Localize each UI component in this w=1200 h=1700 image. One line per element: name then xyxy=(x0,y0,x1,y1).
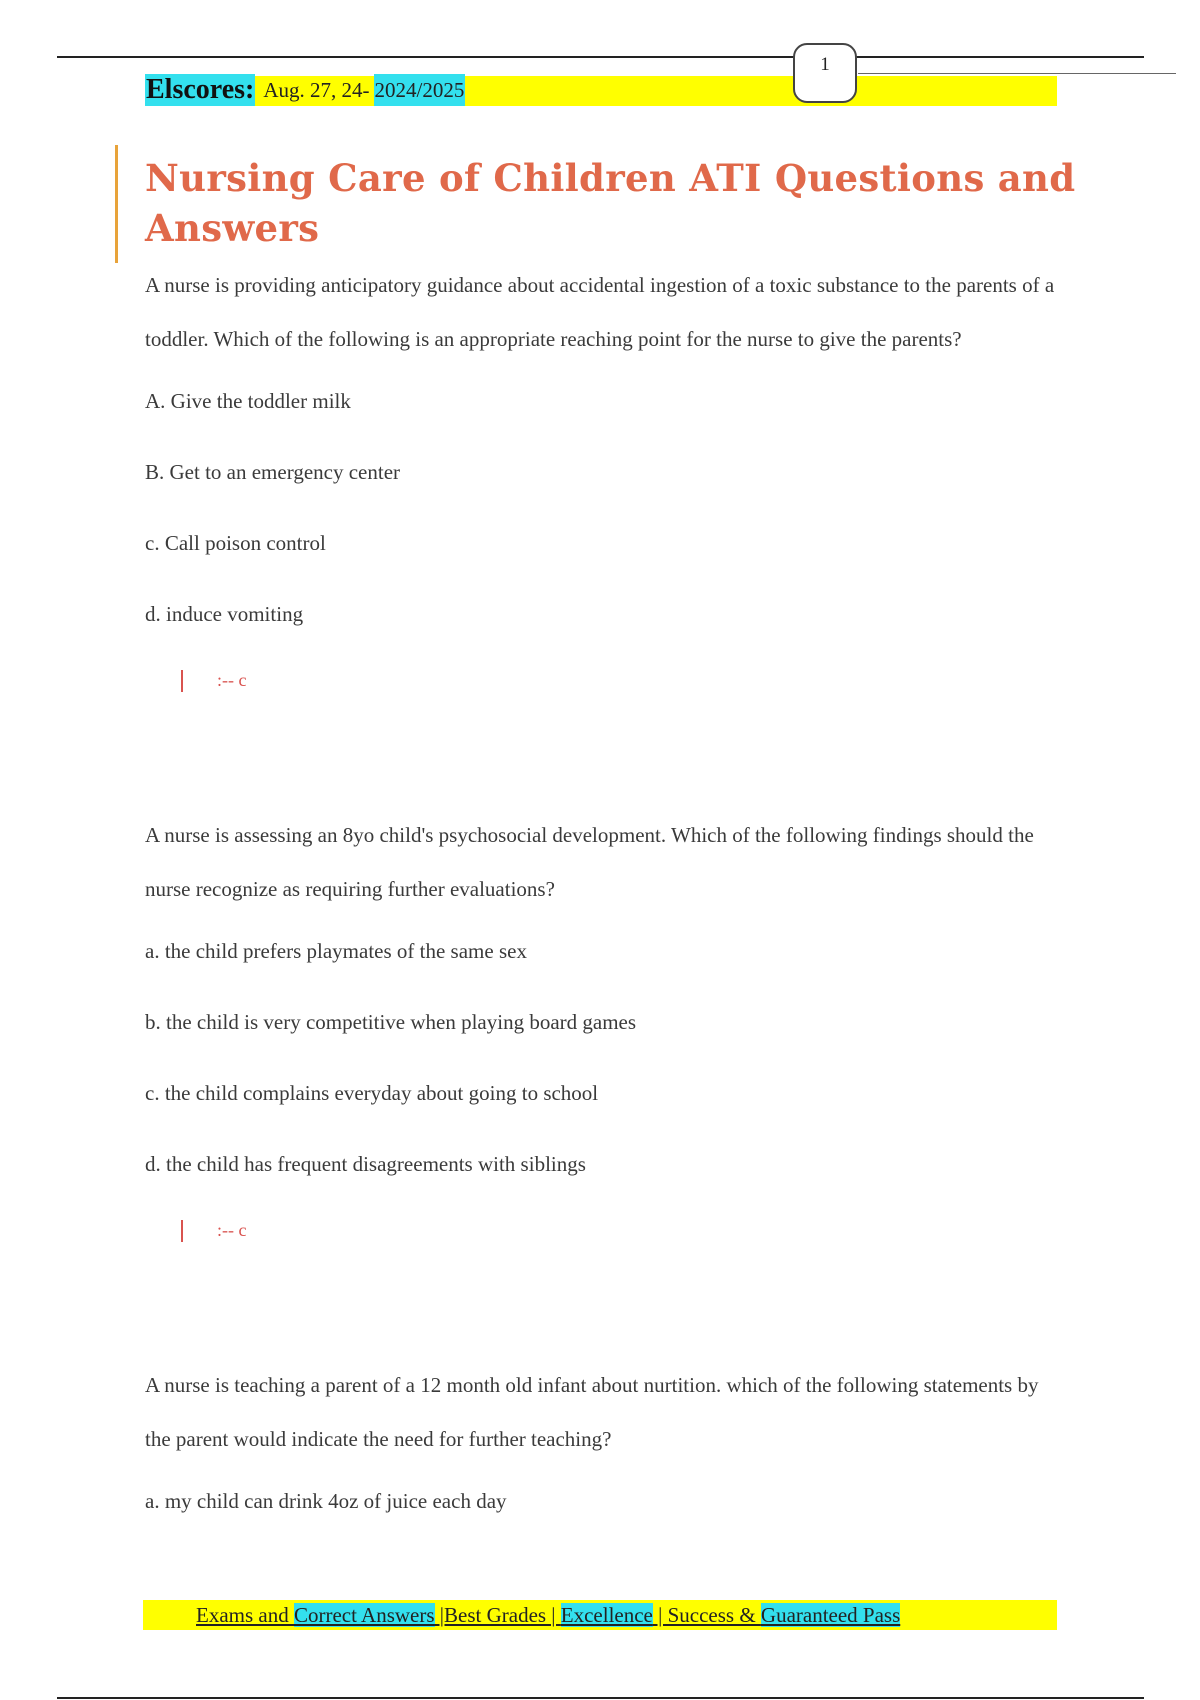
spacer xyxy=(145,1260,1065,1358)
answer-option: a. my child can drink 4oz of juice each day xyxy=(145,1489,507,1513)
answer-option: d. induce vomiting xyxy=(145,602,304,626)
bottom-rule xyxy=(57,1697,1144,1699)
answer-option: B. Get to an emergency center xyxy=(145,460,401,484)
header-year: 2024/2025 xyxy=(374,74,466,106)
footer-text-part: Correct Answers xyxy=(293,1603,435,1627)
answer-option: c. the child complains everyday about going to school xyxy=(145,1081,599,1105)
question-stem: A nurse is assessing an 8yo child's psychosocial development. Which of the following findings should the nurse recognize as requiring further evaluations? xyxy=(145,823,1034,901)
answer-option: a. the child prefers playmates of the same sex xyxy=(145,939,527,963)
footer-text-part: Guaranteed Pass xyxy=(760,1603,901,1627)
answer-marker xyxy=(181,670,183,692)
title-accent-bar xyxy=(115,145,118,263)
document-body xyxy=(145,258,1065,1537)
header-date: Aug. 27, 24- xyxy=(263,78,370,102)
answer-option: c. Call poison control xyxy=(145,531,326,555)
header xyxy=(145,74,465,106)
correct-answer xyxy=(145,1200,1065,1260)
question-2 xyxy=(145,808,1065,1260)
question-3 xyxy=(145,1358,1065,1537)
page-number-badge: 1 xyxy=(793,43,857,103)
spacer xyxy=(145,710,1065,808)
footer-text-part: Excellence xyxy=(560,1603,653,1627)
question-1 xyxy=(145,258,1065,710)
answer-marker xyxy=(181,1220,183,1242)
correct-answer xyxy=(145,650,1065,710)
answer-option: d. the child has frequent disagreements with siblings xyxy=(145,1152,586,1176)
footer xyxy=(196,1600,900,1630)
top-rule xyxy=(57,56,1144,58)
answer-option: b. the child is very competitive when playing board games xyxy=(145,1010,637,1034)
question-stem: A nurse is teaching a parent of a 12 month old infant about nurtition. which of the following statements by the parent would indicate the need for further teaching? xyxy=(145,1373,1039,1451)
footer-text-part: |Best Grades | xyxy=(434,1603,561,1627)
document-title: Nursing Care of Children ATI Questions and Answers xyxy=(145,156,1076,250)
answer-option: A. Give the toddler milk xyxy=(145,389,351,413)
correct-answer-text: :-- c xyxy=(217,1220,247,1240)
question-stem: A nurse is providing anticipatory guidance about accidental ingestion of a toxic substance to the parents of a toddler. Which of the following is an appropriate reaching point for the nurse to give the parents? xyxy=(145,273,1055,351)
header-brand: Elscores: xyxy=(146,74,255,105)
footer-text-part: | Success & xyxy=(652,1603,761,1627)
correct-answer-text: :-- c xyxy=(217,670,247,690)
top-rule-right xyxy=(858,73,1176,74)
footer-text-part: Exams and xyxy=(196,1603,294,1627)
